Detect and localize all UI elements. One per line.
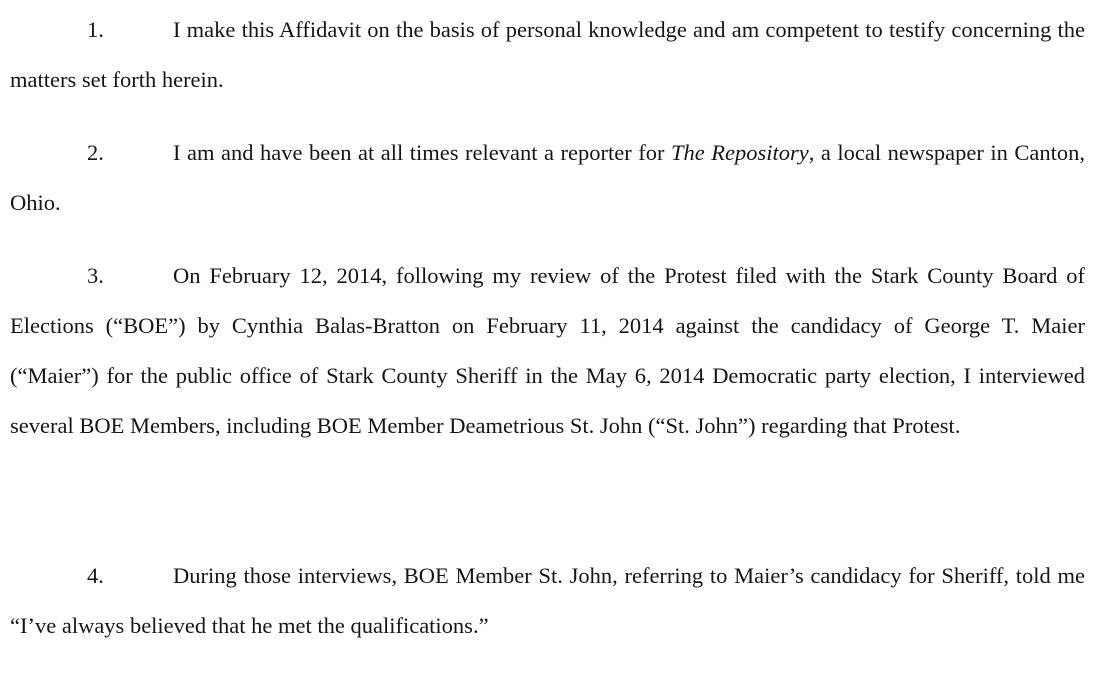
paragraph-2: [10, 128, 1085, 228]
paragraph-text: , a local newspaper in Canton, Ohio.: [10, 140, 1085, 215]
paragraph-1: [10, 5, 1085, 105]
paragraph-number: 1.: [87, 17, 104, 42]
paragraph-text: On February 12, 2014, following my review of the Protest filed with the Stark County Board of Elections (“BOE”) by Cynthia Balas-Bratton on February 11, 2014 against the candidacy of George T. Maier (“Maier”) for the public office of Stark County Sheriff in the May 6, 2014 Democratic party election, I interviewed several BOE Members, including BOE Member Deametrious St. John (“St. John”) regarding that Protest.: [10, 263, 1085, 438]
newspaper-title: The Repository: [670, 140, 809, 165]
paragraph-text: During those interviews, BOE Member St. John, referring to Maier’s candidacy for Sheriff, told me “I’ve always believed that he met the qualifications.”: [10, 563, 1085, 638]
paragraph-number: 2.: [87, 140, 104, 165]
paragraph-number: 4.: [87, 563, 104, 588]
paragraph-text: I make this Affidavit on the basis of personal knowledge and am competent to testify concerning the matters set forth herein.: [10, 17, 1085, 92]
paragraph-3: [10, 251, 1085, 451]
paragraph-number: 3.: [87, 263, 104, 288]
paragraph-text: I am and have been at all times relevant a reporter for: [173, 140, 671, 165]
paragraph-4: [10, 551, 1085, 651]
